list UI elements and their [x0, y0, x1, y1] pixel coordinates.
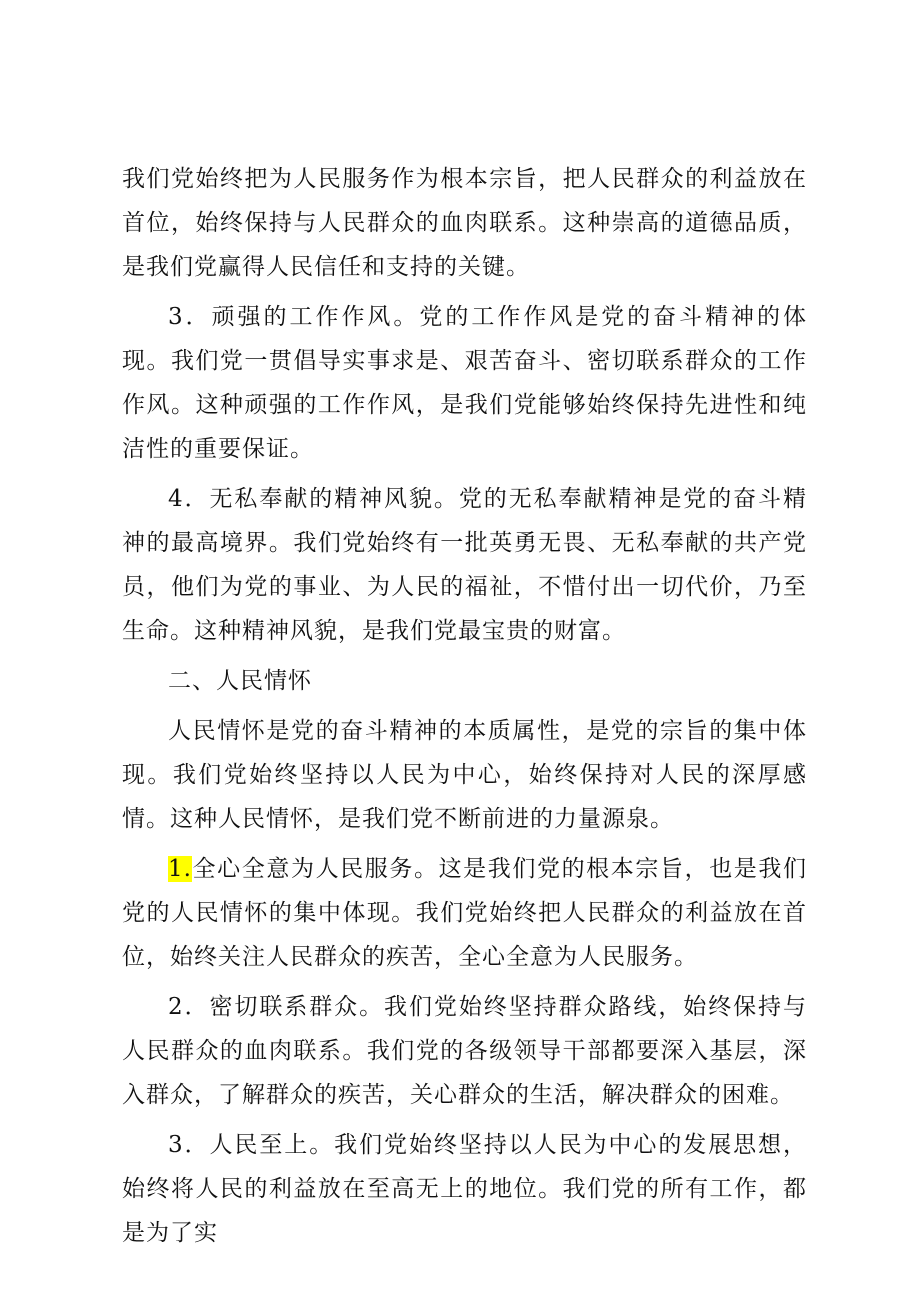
section-heading-people-sentiment: 二、人民情怀: [168, 668, 312, 694]
paragraph-work-style: 3．顽强的工作作风。党的工作作风是党的奋斗精神的体现。我们党一贯倡导实事求是、艰苦奋斗、密切联系群众的工作作风。这种顽强的工作作风，是我们党能够始终保持先进性和纯洁性的重要保证。: [122, 304, 807, 462]
paragraph-item-3: 3．人民至上。我们党始终坚持以人民为中心的发展思想，始终将人民的利益放在至高无上的地位。我们党的所有工作，都是为了实: [122, 1132, 807, 1246]
paragraph-item-2: 2．密切联系群众。我们党始终坚持群众路线，始终保持与人民群众的血肉联系。我们党的各级领导干部都要深入基层，深入群众，了解群众的疾苦，关心群众的生活，解决群众的困难。: [122, 994, 807, 1108]
paragraph-item-1: [122, 847, 807, 979]
item-1-text: 全心全意为人民服务。这是我们党的根本宗旨，也是我们党的人民情怀的集中体现。我们党始终把人民群众的利益放在首位，始终关注人民群众的疾苦，全心全意为人民服务。: [122, 856, 807, 970]
paragraph-intro-continued: 我们党始终把为人民服务作为根本宗旨，把人民群众的利益放在首位，始终保持与人民群众的血肉联系。这种崇高的道德品质，是我们党赢得人民信任和支持的关键。: [122, 166, 807, 280]
highlighted-item-number: 1.: [168, 856, 192, 882]
document-body: [122, 157, 807, 1261]
paragraph-selfless-dedication: 4．无私奉献的精神风貌。党的无私奉献精神是党的奋斗精神的最高境界。我们党始终有一批英勇无畏、无私奉献的共产党员，他们为党的事业、为人民的福祉，不惜付出一切代价，乃至生命。这种精神风貌，是我们党最宝贵的财富。: [122, 486, 807, 644]
paragraph-section-intro: 人民情怀是党的奋斗精神的本质属性，是党的宗旨的集中体现。我们党始终坚持以人民为中心，始终保持对人民的深厚感情。这种人民情怀，是我们党不断前进的力量源泉。: [122, 718, 807, 832]
